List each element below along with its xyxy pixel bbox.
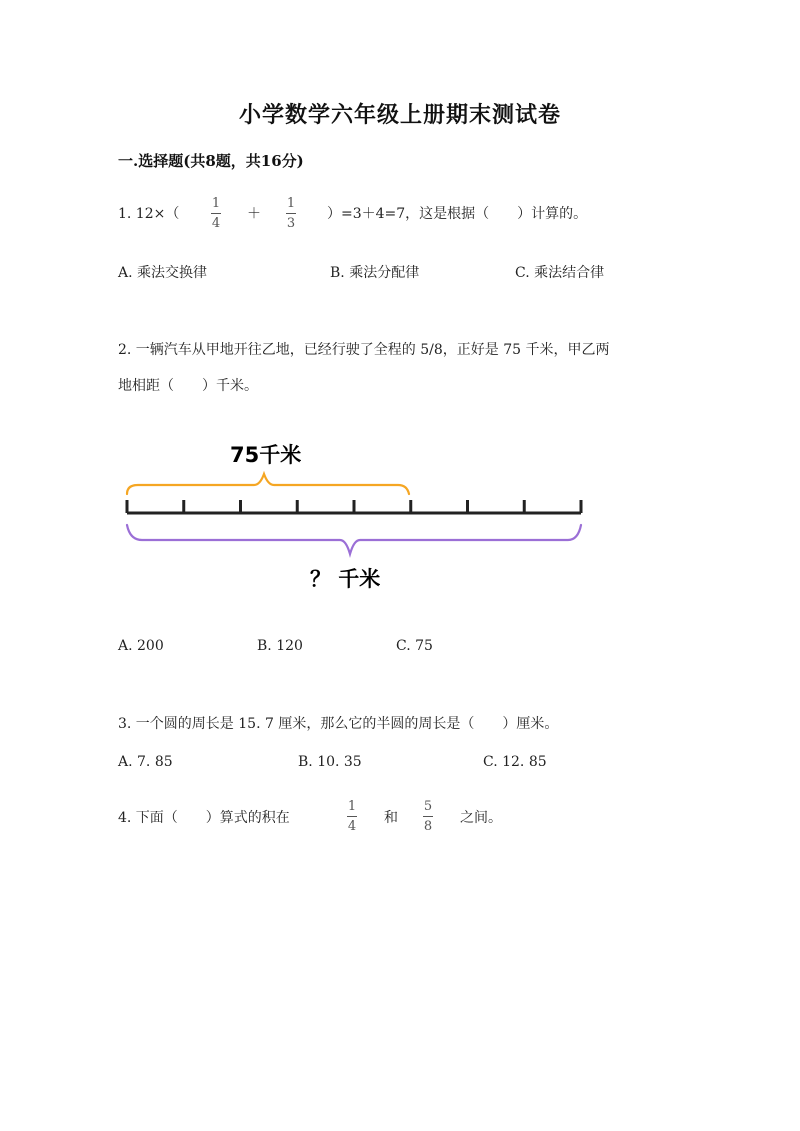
q1-prefix: 1. 12×（ [118,206,180,222]
q4-frac1-numerator: 1 [347,799,357,814]
q4-fraction-2 [423,800,433,833]
segment-diagram [118,430,598,604]
q1-suffix: ）=3＋4=7，这是根据（ ）计算的。 [327,206,588,222]
diagram-top-label: 75千米 [230,443,302,467]
q3-option-c[interactable]: C. 12. 85 [483,754,547,770]
page-title: 小学数学六年级上册期末测试卷 [238,102,561,128]
q2-line-1: 2. 一辆汽车从甲地开往乙地，已经行驶了全程的 5/8，正好是 75 千米，甲乙两 [118,342,610,358]
q1-option-b[interactable]: B. 乘法分配律 [330,265,420,281]
q3-option-a[interactable]: A. 7. 85 [118,754,173,770]
q1-frac1-numerator: 1 [211,196,221,211]
q1-plus: ＋ [247,206,261,222]
fraction-bar [423,816,433,817]
q1-frac2-numerator: 1 [286,196,296,211]
q4-suffix: 之间。 [460,810,502,826]
q1-option-c[interactable]: C. 乘法结合律 [515,265,605,281]
fraction-bar [211,213,221,214]
fraction-bar [286,213,296,214]
known-distance-brace [127,474,409,494]
q2-option-a[interactable]: A. 200 [118,638,164,654]
q2-option-b[interactable]: B. 120 [257,638,303,654]
total-distance-brace [127,525,581,554]
fraction-bar [347,816,357,817]
q4-prefix: 4. 下面（ ）算式的积在 [118,810,290,826]
q4-frac1-denominator: 4 [347,819,357,834]
q1-fraction-2 [286,197,296,230]
segment-diagram-svg [118,430,598,600]
diagram-bottom-label: ？ 千米 [310,567,381,591]
q3-text: 3. 一个圆的周长是 15. 7 厘米，那么它的半圆的周长是（ ）厘米。 [118,716,559,732]
q1-fraction-1 [211,197,221,230]
q2-line-2: 地相距（ ）千米。 [118,378,258,394]
section-heading: 一.选择题(共8题，共16分) [118,152,304,170]
q4-middle: 和 [384,810,398,826]
q4-frac2-numerator: 5 [423,799,433,814]
q1-option-a[interactable]: A. 乘法交换律 [118,265,208,281]
q4-fraction-1 [347,800,357,833]
q2-option-c[interactable]: C. 75 [396,638,433,654]
q1-frac1-denominator: 4 [211,216,221,231]
q3-option-b[interactable]: B. 10. 35 [298,754,362,770]
q1-frac2-denominator: 3 [286,216,296,231]
number-line [127,500,581,513]
q4-frac2-denominator: 8 [423,819,433,834]
